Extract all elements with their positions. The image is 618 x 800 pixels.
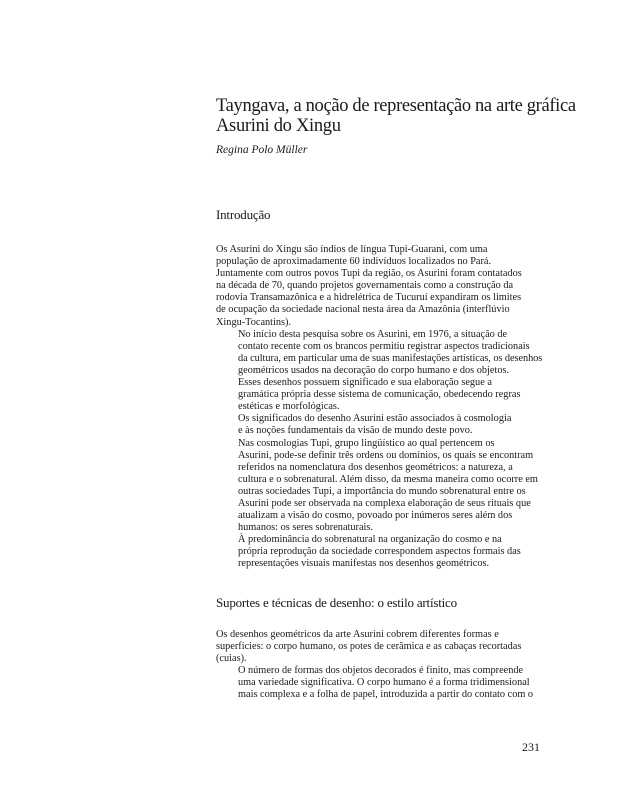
text-line: Os significados do desenho Asurini estão associados à cosmologia [238, 413, 512, 425]
paragraph [216, 438, 542, 535]
text-line: cultura e o sobrenatural. Além disso, da mesma maneira como ocorre em [238, 473, 538, 485]
text-line: humanos: os seres sobrenaturais. [238, 522, 373, 534]
text-line: uma variedade significativa. O corpo humano é a forma tridimensional [238, 677, 530, 689]
paragraph [216, 377, 542, 413]
author-name: Regina Polo Müller [216, 144, 308, 156]
text-line: Esses desenhos possuem significado e sua elaboração segue a [238, 377, 492, 389]
text-line: Os desenhos geométricos da arte Asurini cobrem diferentes formas e [216, 629, 499, 640]
text-line: referidos na nomenclatura dos desenhos geométricos: a natureza, a [238, 461, 513, 473]
text-line: geométricos usados na decoração do corpo humano e dos objetos. [238, 364, 510, 376]
text-line: atualizam a visão do cosmo, povoado por inúmeros seres além dos [238, 510, 513, 522]
text-line: outras sociedades Tupi, a importância do mundo sobrenatural entre os [238, 485, 526, 497]
article-title-line-2: Asurini do Xingu [216, 116, 341, 136]
text-line: representações visuais manifestas nos desenhos geométricos. [238, 558, 490, 570]
text-line: O número de formas dos objetos decorados é finito, mas compreende [238, 665, 524, 677]
text-line: mais complexa e a folha de papel, introduzida a partir do contato com o [238, 689, 534, 701]
text-line: À predominância do sobrenatural na organização do cosmo e na [238, 534, 502, 546]
text-line: de ocupação da sociedade nacional nesta área da Amazônia (interflúvio [216, 304, 510, 316]
text-line: da cultura, em particular uma de suas manifestações artísticas, os desenhos [238, 352, 543, 364]
text-line: Juntamente com outros povos Tupi da região, os Asurini foram contatados [216, 268, 522, 280]
text-line: Asurini, pode-se definir três ordens ou domínios, os quais se encontram [238, 449, 534, 461]
paragraph [216, 534, 542, 570]
paragraph [216, 629, 542, 665]
text-line: população de aproximadamente 60 indivíduos localizados no Pará. [216, 256, 492, 268]
text-line: No início desta pesquisa sobre os Asurini, em 1976, a situação de [238, 328, 508, 340]
article-title [216, 96, 576, 136]
text-line: própria reprodução da sociedade correspondem aspectos formais das [238, 546, 521, 558]
introduction-body [216, 244, 542, 571]
paragraph [216, 329, 542, 377]
text-line: rodovia Transamazônica e a hidrelétrica de Tucuruí expandiram os limites [216, 292, 522, 304]
page-number: 231 [522, 740, 540, 754]
text-line: na década de 70, quando projetos governamentais como a construção da [216, 280, 514, 292]
text-line: Nas cosmologias Tupi, grupo lingüístico ao qual pertencem os [238, 437, 495, 449]
text-line: superfícies: o corpo humano, os potes de cerâmica e as cabaças recortadas [216, 641, 522, 653]
paragraph [216, 665, 542, 701]
text-line: (cuias). [216, 653, 247, 665]
text-line: contato recente com os brancos permitiu registrar aspectos tradicionais [238, 340, 530, 352]
text-line: gramática própria desse sistema de comunicação, obedecendo regras [238, 389, 521, 401]
text-line: Xingu-Tocantins). [216, 316, 292, 328]
supports-body [216, 629, 542, 702]
section-heading-supports: Suportes e técnicas de desenho: o estilo artístico [216, 595, 457, 610]
text-line: estéticas e morfológicas. [238, 401, 340, 413]
text-line: Asurini pode ser observada na complexa elaboração de seus rituais que [238, 497, 531, 509]
text-line: e às noções fundamentais da visão de mundo deste povo. [238, 425, 473, 437]
text-line: Os Asurini do Xingu são índios de língua Tupi-Guarani, com uma [216, 244, 488, 255]
paragraph [216, 244, 542, 329]
section-heading-introduction: Introdução [216, 207, 271, 222]
article-title-line-1: Tayngava, a noção de representação na arte gráfica [216, 96, 576, 116]
paragraph [216, 413, 542, 437]
